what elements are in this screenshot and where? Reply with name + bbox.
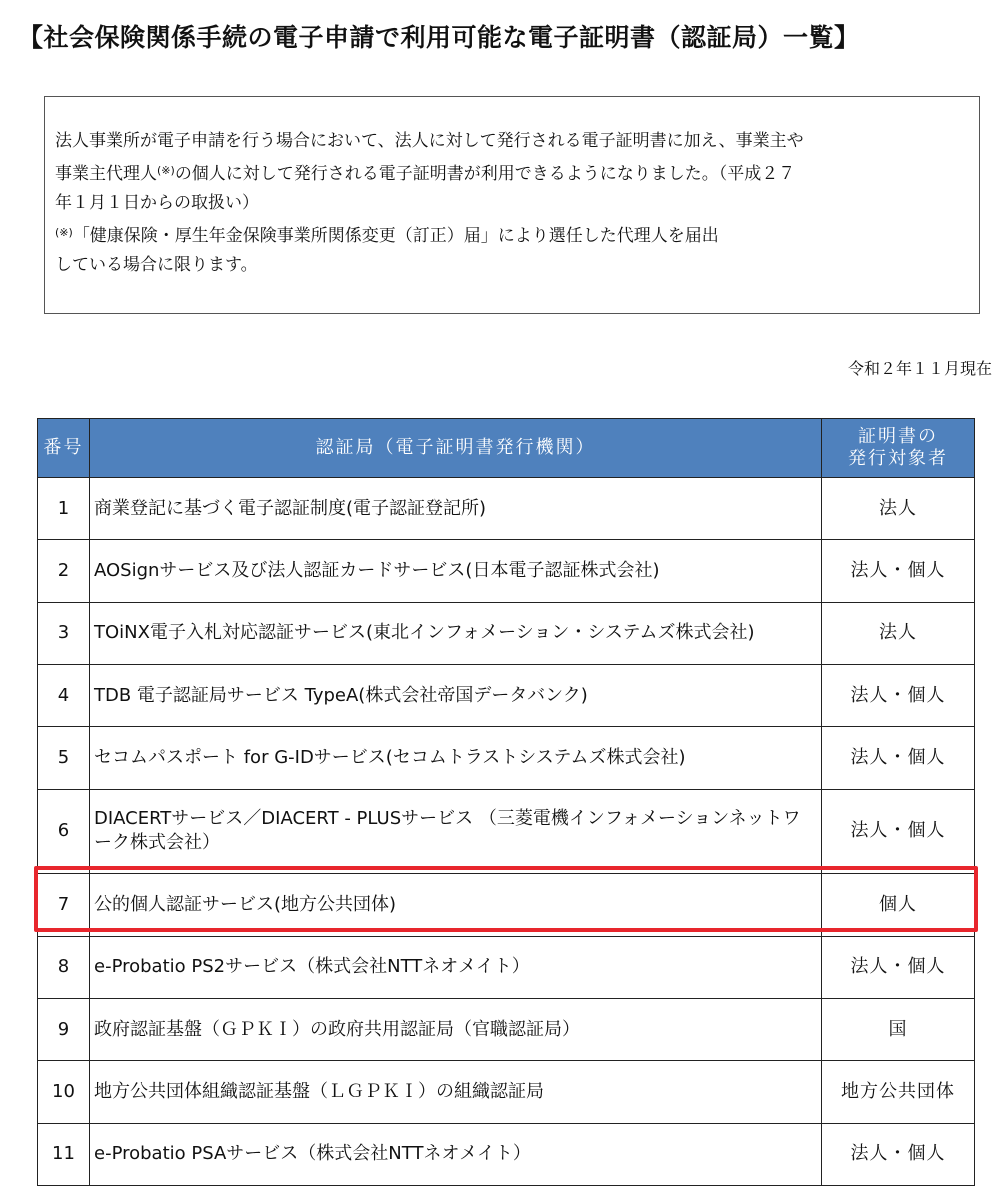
row-number: 1 bbox=[38, 478, 90, 540]
certificate-authority-table bbox=[37, 418, 975, 1186]
header-number: 番号 bbox=[38, 419, 90, 478]
row-authority: e-Probatio PSAサービス（株式会社NTTネオメイト） bbox=[90, 1123, 822, 1185]
row-subject: 個人 bbox=[822, 874, 975, 936]
header-subject bbox=[822, 419, 975, 478]
table-row bbox=[38, 727, 975, 789]
row-number: 3 bbox=[38, 602, 90, 664]
table-row bbox=[38, 998, 975, 1060]
row-subject: 法人・個人 bbox=[822, 540, 975, 602]
table-row bbox=[38, 478, 975, 540]
row-number: 10 bbox=[38, 1061, 90, 1123]
row-subject: 法人・個人 bbox=[822, 727, 975, 789]
row-number: 6 bbox=[38, 789, 90, 873]
row-authority: 地方公共団体組織認証基盤（ＬＧＰＫＩ）の組織認証局 bbox=[90, 1061, 822, 1123]
notice-box bbox=[44, 96, 980, 314]
row-authority: TDB 電子認証局サービス TypeA(株式会社帝国データバンク) bbox=[90, 665, 822, 727]
row-subject: 国 bbox=[822, 998, 975, 1060]
row-subject: 地方公共団体 bbox=[822, 1061, 975, 1123]
row-subject: 法人・個人 bbox=[822, 665, 975, 727]
row-authority: 公的個人認証サービス(地方公共団体) bbox=[90, 874, 822, 936]
row-authority: 政府認証基盤（ＧＰＫＩ）の政府共用認証局（官職認証局） bbox=[90, 998, 822, 1060]
notice-text: 事業主代理人 bbox=[55, 164, 157, 184]
row-number: 9 bbox=[38, 998, 90, 1060]
row-number: 4 bbox=[38, 665, 90, 727]
notice-line bbox=[55, 156, 979, 189]
table-row bbox=[38, 936, 975, 998]
as-of-date: 令和２年１１月現在 bbox=[847, 359, 992, 378]
row-authority: AOSignサービス及び法人認証カードサービス(日本電子認証株式会社) bbox=[90, 540, 822, 602]
row-number: 11 bbox=[38, 1123, 90, 1185]
row-number: 8 bbox=[38, 936, 90, 998]
row-number: 7 bbox=[38, 874, 90, 936]
row-subject: 法人・個人 bbox=[822, 936, 975, 998]
row-authority: TOiNX電子入札対応認証サービス(東北インフォメーション・システムズ株式会社) bbox=[90, 602, 822, 664]
page-title: 【社会保険関係手続の電子申請で利用可能な電子証明書（認証局）一覧】 bbox=[18, 23, 860, 52]
table-row bbox=[38, 540, 975, 602]
header-subject-line: 発行対象者 bbox=[848, 448, 948, 469]
row-authority: セコムパスポート for G-IDサービス(セコムトラストシステムズ株式会社) bbox=[90, 727, 822, 789]
footnote-line: している場合に限ります。 bbox=[55, 255, 258, 275]
header-subject-line: 証明書の bbox=[858, 426, 938, 447]
table-row bbox=[38, 665, 975, 727]
row-authority: 商業登記に基づく電子認証制度(電子認証登記所) bbox=[90, 478, 822, 540]
row-number: 5 bbox=[38, 727, 90, 789]
table-row bbox=[38, 1061, 975, 1123]
row-authority: DIACERTサービス／DIACERT - PLUSサービス （三菱電機インフォメーションネットワーク株式会社） bbox=[90, 789, 822, 873]
footnote-line bbox=[55, 218, 979, 251]
notice-line: 年１月１日からの取扱い） bbox=[55, 193, 259, 213]
row-subject: 法人 bbox=[822, 602, 975, 664]
table-header-row bbox=[38, 419, 975, 478]
header-authority: 認証局（電子証明書発行機関） bbox=[90, 419, 822, 478]
footnote-mark: (※) bbox=[55, 226, 73, 239]
row-subject: 法人・個人 bbox=[822, 1123, 975, 1185]
footnote-text: 「健康保険・厚生年金保険事業所関係変更（訂正）届」により選任した代理人を届出 bbox=[72, 226, 719, 246]
footnote-mark: (※) bbox=[157, 164, 175, 177]
row-subject: 法人 bbox=[822, 478, 975, 540]
table-row bbox=[38, 789, 975, 873]
notice-line: 法人事業所が電子申請を行う場合において、法人に対して発行される電子証明書に加え、事業主や bbox=[55, 131, 804, 151]
row-authority: e-Probatio PS2サービス（株式会社NTTネオメイト） bbox=[90, 936, 822, 998]
row-number: 2 bbox=[38, 540, 90, 602]
table-row bbox=[38, 602, 975, 664]
notice-text: の個人に対して発行される電子証明書が利用できるようになりました。（平成２７ bbox=[174, 164, 796, 184]
row-subject: 法人・個人 bbox=[822, 789, 975, 873]
table-row-highlighted bbox=[38, 874, 975, 936]
table-row bbox=[38, 1123, 975, 1185]
